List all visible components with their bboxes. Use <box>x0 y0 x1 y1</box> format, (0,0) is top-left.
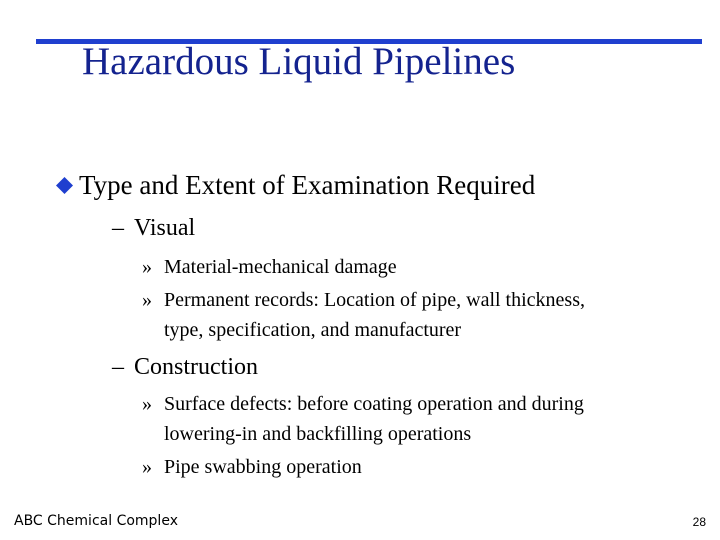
guillemet-marker: » <box>142 456 152 478</box>
construction-item-2-text: Pipe swabbing operation <box>164 456 362 478</box>
slide-title: Hazardous Liquid Pipelines <box>82 40 516 83</box>
page-number: 28 <box>692 515 706 529</box>
main-bullet-text: Type and Extent of Examination Required <box>79 170 536 200</box>
construction-item-1-line-2: lowering-in and backfilling operations <box>164 423 472 445</box>
visual-heading: Visual <box>134 215 196 241</box>
construction-heading: Construction <box>134 354 258 380</box>
dash-marker: – <box>112 354 124 380</box>
visual-item-2 <box>142 285 585 345</box>
guillemet-marker: » <box>142 289 152 311</box>
visual-item-1 <box>142 252 397 282</box>
guillemet-marker: » <box>142 256 152 278</box>
visual-item-2-line-1: Permanent records: Location of pipe, wall thickness, <box>164 289 585 311</box>
construction-item-1 <box>142 389 584 449</box>
diamond-bullet-icon <box>56 177 73 194</box>
construction-item-2 <box>142 452 362 482</box>
construction-item-1-line-1: Surface defects: before coating operation and during <box>164 393 584 415</box>
main-bullet <box>48 168 535 202</box>
guillemet-marker: » <box>142 393 152 415</box>
visual-heading-item <box>112 213 195 243</box>
construction-heading-item <box>112 352 258 382</box>
visual-item-2-line-2: type, specification, and manufacturer <box>164 319 462 341</box>
footer-organization: ABC Chemical Complex <box>14 513 178 529</box>
visual-item-1-text: Material-mechanical damage <box>164 256 397 278</box>
dash-marker: – <box>112 215 124 241</box>
